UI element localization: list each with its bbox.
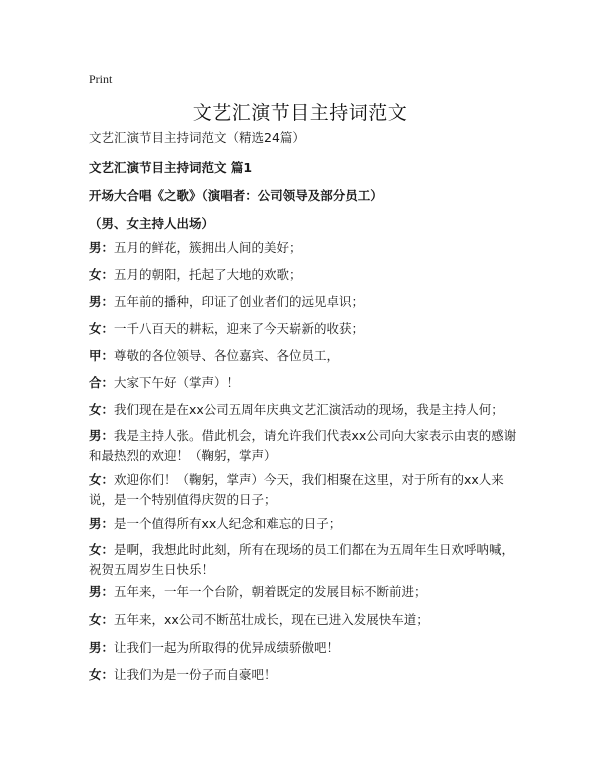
page-title: 文艺汇演节目主持词范文 bbox=[192, 102, 408, 124]
dialogue-text: 五月的鲜花，簇拥出人间的美好； bbox=[114, 240, 302, 255]
dialogue-text: 是啊，我想此时此刻，所有在现场的员工们都在为五周年生日欢呼呐喊，祝贺五周岁生日快乐！ bbox=[89, 542, 515, 577]
dialogue-text: 我是主持人张。借此机会，请允许我们代表xx公司向大家表示由衷的感谢和最热烈的欢迎！（鞠躬，掌声） bbox=[89, 428, 517, 463]
speaker-label: 女： bbox=[89, 321, 115, 336]
dialogue-line bbox=[89, 610, 519, 630]
speaker-label: 男： bbox=[89, 428, 115, 443]
dialogue-line bbox=[89, 373, 519, 393]
dialogue-line bbox=[89, 265, 519, 285]
speaker-label: 女： bbox=[89, 612, 115, 627]
speaker-label: 男： bbox=[89, 584, 115, 599]
dialogue-text: 我们现在是在xx公司五周年庆典文艺汇演活动的现场，我是主持人何； bbox=[114, 402, 504, 417]
dialogue-line bbox=[89, 426, 519, 466]
dialogue-line bbox=[89, 400, 519, 420]
dialogue-text: 欢迎你们！（鞠躬，掌声）今天，我们相聚在这里，对于所有的xx人来说，是一个特别值得庆贺的日子； bbox=[89, 472, 504, 507]
dialogue-line bbox=[89, 514, 519, 534]
dialogue-line bbox=[89, 346, 519, 366]
dialogue-text: 是一个值得所有xx人纪念和难忘的日子； bbox=[114, 516, 342, 531]
speaker-label: 合： bbox=[89, 375, 115, 390]
speaker-label: 男： bbox=[89, 516, 115, 531]
dialogue-line bbox=[89, 238, 519, 258]
dialogue-line bbox=[89, 319, 519, 339]
document-subtitle: 文艺汇演节目主持词范文（精选24篇） bbox=[89, 130, 305, 145]
speaker-label: 女： bbox=[89, 267, 115, 282]
dialogue-line bbox=[89, 665, 519, 685]
stage-direction: （男、女主持人出场） bbox=[89, 216, 215, 231]
dialogue-text: 大家下午好（掌声）！ bbox=[114, 375, 240, 390]
dialogue-text: 一千八百天的耕耘，迎来了今天崭新的收获； bbox=[114, 321, 365, 336]
section-heading: 文艺汇演节目主持词范文 篇1 bbox=[89, 160, 253, 175]
dialogue-text: 尊敬的各位领导、各位嘉宾、各位员工， bbox=[114, 348, 340, 363]
dialogue-text: 让我们为是一份子而自豪吧！ bbox=[114, 667, 277, 682]
speaker-label: 男： bbox=[89, 640, 115, 655]
dialogue-text: 五年来，一年一个台阶，朝着既定的发展目标不断前进； bbox=[114, 584, 427, 599]
dialogue-text: 五年前的播种，印证了创业者们的远见卓识； bbox=[114, 294, 365, 309]
opening-song-line: 开场大合唱《之歌》（演唱者：公司领导及部分员工） bbox=[89, 188, 383, 203]
print-link[interactable]: Print bbox=[89, 72, 113, 86]
speaker-label: 男： bbox=[89, 240, 115, 255]
dialogue-text: 让我们一起为所取得的优异成绩骄傲吧！ bbox=[114, 640, 340, 655]
speaker-label: 女： bbox=[89, 472, 115, 487]
dialogue-text: 五年来，xx公司不断茁壮成长，现在已进入发展快车道； bbox=[114, 612, 429, 627]
dialogue-line bbox=[89, 582, 519, 602]
speaker-label: 女： bbox=[89, 402, 115, 417]
dialogue-line bbox=[89, 470, 519, 510]
dialogue-line bbox=[89, 540, 519, 580]
dialogue-text: 五月的朝阳，托起了大地的欢歌； bbox=[114, 267, 302, 282]
speaker-label: 甲： bbox=[89, 348, 115, 363]
speaker-label: 女： bbox=[89, 667, 115, 682]
dialogue-line bbox=[89, 292, 519, 312]
speaker-label: 男： bbox=[89, 294, 115, 309]
speaker-label: 女： bbox=[89, 542, 115, 557]
dialogue-line bbox=[89, 638, 519, 658]
